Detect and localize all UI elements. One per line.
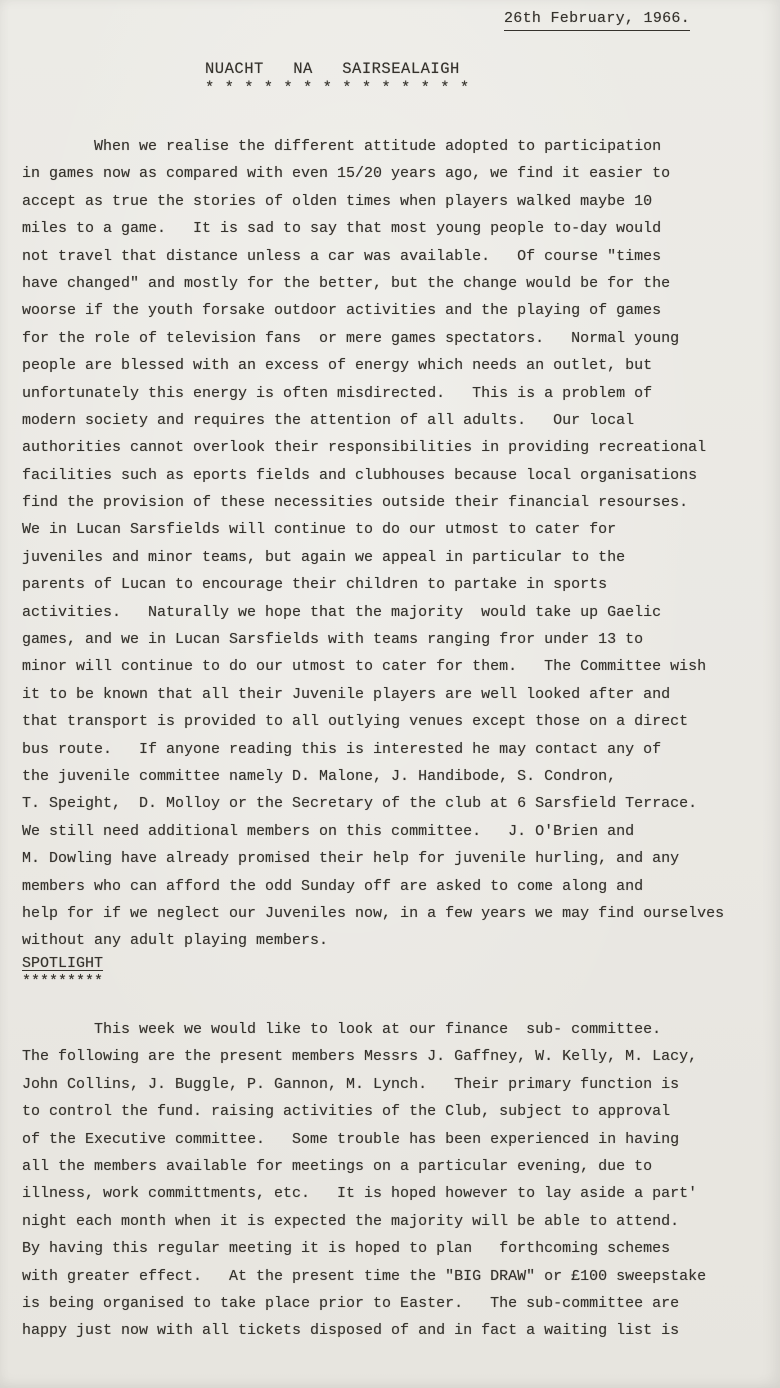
text-line: T. Speight, D. Molloy or the Secretary of the club at 6 Sarsfield Terrace. [22, 795, 698, 813]
text-line: is being organised to take place prior to Easter. The sub-committee are [22, 1294, 680, 1312]
masthead [205, 60, 470, 97]
text-line: people are blessed with an excess of energy which needs an outlet, but [22, 357, 653, 375]
spotlight-underline-asterisks: ********* [22, 973, 104, 990]
text-line: the juvenile committee namely D. Malone, J. Handibode, S. Condron, [22, 767, 617, 785]
text-line: By having this regular meeting it is hoped to plan forthcoming schemes [22, 1240, 671, 1258]
text-line: We still need additional members on this committee. J. O'Brien and [22, 822, 635, 840]
text-line: unfortunately this energy is often misdirected. This is a problem of [22, 384, 653, 402]
spotlight-paragraph [22, 1016, 706, 1345]
text-line: help for if we neglect our Juveniles now, in a few years we may find ourselves [22, 904, 725, 922]
text-line: it to be known that all their Juvenile players are well looked after and [22, 685, 671, 703]
spotlight-title: SPOTLIGHT [22, 955, 104, 972]
text-line: not travel that distance unless a car was available. Of course "times [22, 247, 662, 265]
text-line: When we realise the different attitude adopted to participation [22, 138, 662, 155]
text-line: all the members available for meetings on a particular evening, due to [22, 1157, 653, 1175]
text-line: juveniles and minor teams, but again we appeal in particular to the [22, 548, 626, 566]
text-line: John Collins, J. Buggle, P. Gannon, M. Lynch. Their primary function is [22, 1075, 680, 1093]
editorial-paragraph [22, 133, 724, 955]
text-line: modern society and requires the attention of all adults. Our local [22, 411, 635, 429]
text-line: members who can afford the odd Sunday off are asked to come along and [22, 877, 644, 895]
text-line: find the provision of these necessities outside their financial resourses. [22, 494, 689, 512]
text-line: M. Dowling have already promised their help for juvenile hurling, and any [22, 850, 680, 868]
text-line: minor will continue to do our utmost to cater for them. The Committee wish [22, 658, 707, 676]
text-line: games, and we in Lucan Sarsfields with teams ranging fror under 13 to [22, 631, 644, 649]
text-line: that transport is provided to all outlying venues except those on a direct [22, 713, 689, 731]
text-line: authorities cannot overlook their responsibilities in providing recreational [22, 439, 707, 457]
text-line: activities. Naturally we hope that the majority would take up Gaelic [22, 603, 662, 621]
text-line: for the role of television fans or mere games spectators. Normal young [22, 329, 680, 347]
text-line: with greater effect. At the present time the "BIG DRAW" or £100 sweepstake [22, 1267, 707, 1285]
spotlight-heading [22, 954, 103, 990]
text-line: without any adult playing members. [22, 932, 329, 950]
text-line: parents of Lucan to encourage their children to partake in sports [22, 576, 608, 594]
text-line: This week we would like to look at our finance sub- committee. [22, 1021, 662, 1038]
text-line: woorse if the youth forsake outdoor activities and the playing of games [22, 302, 662, 320]
text-line: bus route. If anyone reading this is interested he may contact any of [22, 740, 662, 758]
text-line: of the Executive committee. Some trouble has been experienced in having [22, 1130, 680, 1148]
newsletter-title: NUACHT NA SAIRSEALAIGH [205, 60, 460, 78]
date-line: 26th February, 1966. [504, 10, 690, 31]
text-line: miles to a game. It is sad to say that most young people to-day would [22, 220, 662, 238]
text-line: The following are the present members Messrs J. Gaffney, W. Kelly, M. Lacy, [22, 1048, 698, 1066]
text-line: have changed" and mostly for the better, but the change would be for the [22, 274, 671, 292]
text-line: We in Lucan Sarsfields will continue to do our utmost to cater for [22, 521, 617, 539]
title-underline-asterisks: * * * * * * * * * * * * * * [205, 79, 470, 97]
text-line: happy just now with all tickets disposed of and in fact a waiting list is [22, 1322, 680, 1340]
text-line: accept as true the stories of olden times when players walked maybe 10 [22, 192, 653, 210]
text-line: illness, work committments, etc. It is hoped however to lay aside a part' [22, 1185, 698, 1203]
text-line: night each month when it is expected the majority will be able to attend. [22, 1212, 680, 1230]
text-line: in games now as compared with even 15/20 years ago, we find it easier to [22, 165, 671, 183]
text-line: facilities such as eports fields and clubhouses because local organisations [22, 466, 698, 484]
text-line: to control the fund. raising activities of the Club, subject to approval [22, 1103, 671, 1121]
